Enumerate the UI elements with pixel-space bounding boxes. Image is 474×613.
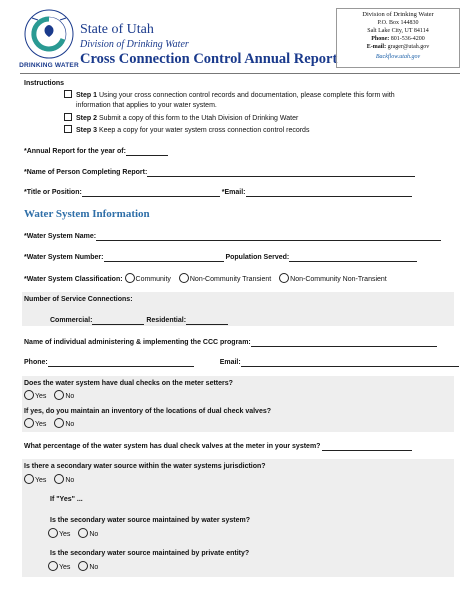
contact-po: P.O. Box 144830 bbox=[377, 20, 419, 26]
q5-yes-radio[interactable] bbox=[48, 528, 58, 538]
system-name-input[interactable] bbox=[96, 232, 441, 241]
classification-field bbox=[24, 273, 393, 284]
q6-text: Is the secondary water source maintained by private entity? bbox=[50, 550, 250, 557]
email-input[interactable] bbox=[246, 188, 412, 197]
q6-no-label: No bbox=[89, 564, 99, 571]
logo bbox=[18, 6, 80, 72]
system-number-input[interactable] bbox=[104, 253, 224, 262]
administrator-field bbox=[24, 338, 437, 347]
class-nct-radio[interactable] bbox=[179, 273, 189, 283]
step-1-continued: information that applies to your water system. bbox=[76, 102, 217, 109]
connections-inputs bbox=[50, 316, 228, 325]
step-2 bbox=[64, 113, 298, 123]
step-3-text: Keep a copy for your water system cross connection control records bbox=[98, 127, 310, 134]
year-field bbox=[24, 147, 168, 156]
section-heading: Water System Information bbox=[24, 208, 150, 220]
q5-options bbox=[48, 528, 104, 539]
title-label: *Title or Position: bbox=[24, 189, 82, 196]
system-number-label: *Water System Number: bbox=[24, 254, 104, 261]
person-input[interactable] bbox=[147, 168, 415, 177]
q2-text: If yes, do you maintain an inventory of the locations of dual check valves? bbox=[24, 408, 272, 415]
contact-phone-line bbox=[337, 35, 459, 43]
contact-org: Division of Drinking Water bbox=[362, 11, 434, 18]
if-yes-text: If "Yes" ... bbox=[50, 496, 83, 503]
system-name-label: *Water System Name: bbox=[24, 233, 97, 240]
q6-no-radio[interactable] bbox=[78, 561, 88, 571]
class-community-radio[interactable] bbox=[125, 273, 135, 283]
contact-web[interactable]: Backflow.utah.gov bbox=[375, 54, 421, 60]
q2-no-label: No bbox=[65, 421, 75, 428]
q3-text: What percentage of the water system has dual check valves at the meter in your system? bbox=[24, 443, 321, 450]
q3-field bbox=[24, 442, 412, 451]
q1-yes[interactable] bbox=[24, 390, 46, 401]
q5-no-radio[interactable] bbox=[78, 528, 88, 538]
q1-yes-radio[interactable] bbox=[24, 390, 34, 400]
classification-label: *Water System Classification: bbox=[24, 276, 123, 283]
admin-email-input[interactable] bbox=[241, 358, 459, 367]
population-label: Population Served: bbox=[225, 254, 290, 261]
q4-no-radio[interactable] bbox=[54, 474, 64, 484]
person-label: *Name of Person Completing Report: bbox=[24, 169, 148, 176]
step-2-text: Submit a copy of this form to the Utah Division of Drinking Water bbox=[98, 115, 299, 122]
q6-no[interactable] bbox=[78, 561, 98, 572]
q1-no-radio[interactable] bbox=[54, 390, 64, 400]
class-nct-label: Non-Community Transient bbox=[189, 276, 272, 283]
admin-phone-label: Phone: bbox=[24, 359, 48, 366]
page-title: Cross Connection Control Annual Report bbox=[80, 51, 338, 67]
year-input[interactable] bbox=[126, 147, 168, 156]
step-3-checkbox[interactable] bbox=[64, 125, 72, 133]
contact-phone-label: Phone: bbox=[371, 36, 390, 42]
q2-no[interactable] bbox=[54, 418, 74, 429]
logo-caption: DRINKING WATER bbox=[19, 62, 79, 69]
q1-options bbox=[24, 390, 80, 401]
q1-text: Does the water system have dual checks on the meter setters? bbox=[24, 380, 233, 387]
q4-no[interactable] bbox=[54, 474, 74, 485]
q5-no-label: No bbox=[89, 531, 99, 538]
system-number-field bbox=[24, 253, 417, 262]
population-input[interactable] bbox=[289, 253, 417, 262]
contact-email[interactable]: grager@utah.gov bbox=[387, 44, 430, 50]
q6-yes-radio[interactable] bbox=[48, 561, 58, 571]
contact-city: Salt Lake City, UT 84114 bbox=[367, 28, 429, 34]
class-option-nct[interactable] bbox=[179, 273, 271, 284]
q4-yes[interactable] bbox=[24, 474, 46, 485]
residential-input[interactable] bbox=[186, 316, 228, 325]
administrator-input[interactable] bbox=[251, 338, 437, 347]
email-label: *Email: bbox=[221, 189, 246, 196]
connections-label: Number of Service Connections: bbox=[24, 296, 133, 303]
state-name: State of Utah bbox=[80, 22, 154, 37]
q6-yes[interactable] bbox=[48, 561, 70, 572]
q1-no-label: No bbox=[65, 393, 75, 400]
step-1-label: Step 1 bbox=[76, 92, 98, 99]
step-2-label: Step 2 bbox=[76, 115, 98, 122]
contact-email-label: E-mail: bbox=[366, 44, 387, 50]
deq-logo-icon bbox=[18, 6, 80, 62]
class-option-community[interactable] bbox=[125, 273, 171, 284]
q3-input[interactable] bbox=[322, 442, 412, 451]
class-ncnt-label: Non-Community Non-Transient bbox=[290, 276, 387, 283]
step-2-checkbox[interactable] bbox=[64, 113, 72, 121]
contact-box bbox=[336, 8, 460, 68]
residential-label: Residential: bbox=[146, 317, 187, 324]
q1-yes-label: Yes bbox=[35, 393, 47, 400]
title-field bbox=[24, 188, 412, 197]
contact-email-line bbox=[337, 43, 459, 51]
instructions-heading: Instructions bbox=[24, 80, 65, 87]
step-3 bbox=[64, 125, 309, 135]
header-rule bbox=[20, 73, 460, 74]
q4-text: Is there a secondary water source within the water systems jurisdiction? bbox=[24, 463, 266, 470]
commercial-input[interactable] bbox=[92, 316, 144, 325]
class-community-label: Community bbox=[135, 276, 171, 283]
q2-yes-radio[interactable] bbox=[24, 418, 34, 428]
contact-phone: 801-536-4200 bbox=[390, 36, 425, 42]
q1-no[interactable] bbox=[54, 390, 74, 401]
q4-yes-label: Yes bbox=[35, 477, 47, 484]
admin-contact-field bbox=[24, 358, 459, 367]
step-3-label: Step 3 bbox=[76, 127, 98, 134]
q4-no-label: No bbox=[65, 477, 75, 484]
class-option-ncnt[interactable] bbox=[279, 273, 387, 284]
admin-phone-input[interactable] bbox=[48, 358, 194, 367]
q6-options bbox=[48, 561, 104, 572]
division-name: Division of Drinking Water bbox=[80, 39, 189, 50]
commercial-label: Commercial: bbox=[50, 317, 93, 324]
q5-yes-label: Yes bbox=[59, 531, 71, 538]
step-1-checkbox[interactable] bbox=[64, 90, 72, 98]
q2-yes[interactable] bbox=[24, 418, 46, 429]
person-field bbox=[24, 168, 415, 177]
q6-yes-label: Yes bbox=[59, 564, 71, 571]
q5-yes[interactable] bbox=[48, 528, 70, 539]
q4-yes-radio[interactable] bbox=[24, 474, 34, 484]
admin-email-label: Email: bbox=[219, 359, 241, 366]
q5-text: Is the secondary water source maintained by water system? bbox=[50, 517, 250, 524]
q2-yes-label: Yes bbox=[35, 421, 47, 428]
step-1 bbox=[64, 90, 395, 100]
class-ncnt-radio[interactable] bbox=[279, 273, 289, 283]
system-name-field bbox=[24, 232, 441, 241]
year-label: *Annual Report for the year of: bbox=[24, 148, 126, 155]
q2-no-radio[interactable] bbox=[54, 418, 64, 428]
step-1-text: Using your cross connection control records and documentation, please complete this form with bbox=[98, 92, 395, 99]
q4-options bbox=[24, 474, 80, 485]
q5-no[interactable] bbox=[78, 528, 98, 539]
administrator-label: Name of individual administering & implementing the CCC program: bbox=[24, 339, 251, 346]
q2-options bbox=[24, 418, 80, 429]
title-input[interactable] bbox=[82, 188, 220, 197]
